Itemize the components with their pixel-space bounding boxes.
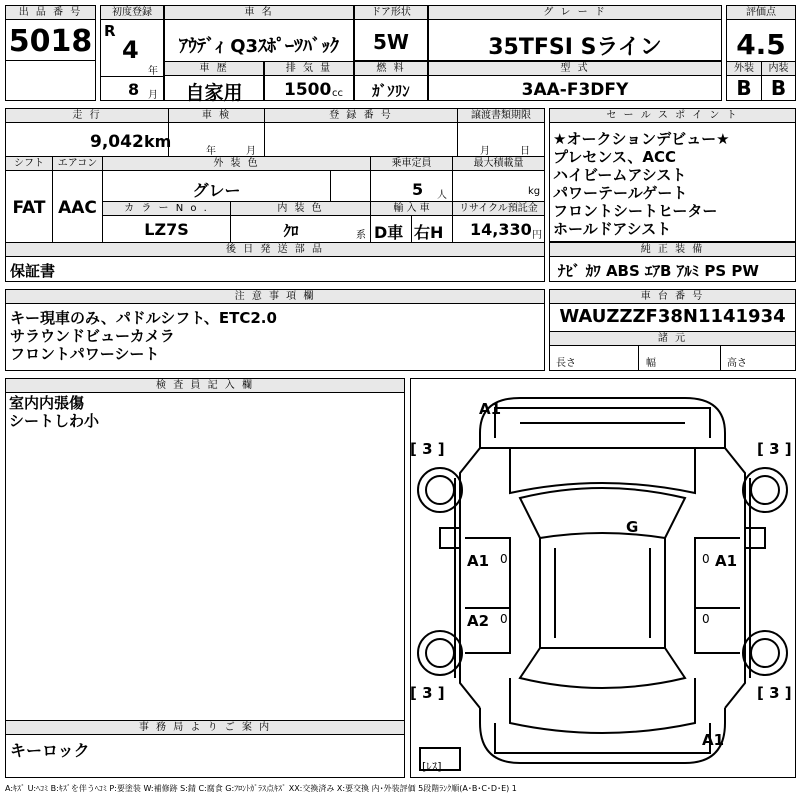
displacement-label: 排 気 量	[265, 62, 353, 76]
inspector-box	[5, 378, 405, 778]
sales-point-item: プレセンス、ACC	[553, 148, 677, 166]
capacity-label: 乗車定員	[371, 157, 452, 171]
inspector-item: シートしわ小	[9, 412, 100, 430]
mark-bottom-right-tire: [ 3 ]	[757, 684, 792, 702]
sales-points-label: セ ー ル ス ポ イ ン ト	[550, 109, 795, 123]
interior-grade: B	[770, 76, 787, 100]
load-label: 最大積載量	[453, 157, 544, 171]
ac-label: エアコン	[53, 157, 102, 171]
equipment-label: 純 正 装 備	[550, 243, 795, 257]
note-item: フロントパワーシート	[10, 345, 160, 363]
displacement-unit: cc	[332, 88, 343, 99]
width-label: 幅	[646, 358, 656, 369]
interior-color-unit: 系	[356, 230, 366, 241]
note-item: サラウンドビューカメラ	[10, 327, 175, 345]
capacity: 5	[412, 180, 424, 199]
notes-label: 注 意 事 項 欄	[6, 290, 544, 304]
interior-color-label: 内 装 色	[231, 202, 370, 216]
transfer-day-unit: 日	[520, 146, 530, 157]
month-unit: 月	[148, 90, 158, 101]
mark-bottom-left-tire: [ 3 ]	[410, 684, 445, 702]
grade-label: グ レ ー ド	[429, 6, 721, 20]
sales-point-item: ★オークションデビュー★	[553, 130, 730, 148]
era: R	[104, 22, 116, 40]
score-label: 評価点	[727, 6, 795, 20]
mileage-label: 走 行	[6, 109, 168, 123]
inspector-list	[9, 394, 99, 430]
car-name: ｱｳﾃﾞｨ Q3ｽﾎﾟｰﾂﾊﾞｯｸ	[178, 36, 340, 57]
mark-zero-4: 0	[702, 612, 710, 626]
chassis-label: 車 台 番 号	[550, 290, 795, 304]
mark-zero-1: 0	[500, 552, 508, 566]
history-label: 車 歴	[165, 62, 263, 76]
transfer-month-unit: 月	[480, 146, 490, 157]
length-label: 長さ	[556, 358, 576, 369]
fuel-label: 燃 料	[355, 62, 427, 76]
mark-zero-2: 0	[500, 612, 508, 626]
fuel: ｶﾞｿﾘﾝ	[372, 82, 410, 100]
model-code: 3AA-F3DFY	[521, 80, 629, 100]
year-unit: 年	[148, 66, 158, 77]
interior-color: ｸﾛ	[283, 222, 299, 240]
lot-number-label: 出 品 番 号	[6, 6, 95, 20]
mark-spare: [ﾚｽ]	[422, 760, 442, 773]
mileage-unit: km	[144, 132, 172, 151]
shift: FAT	[12, 198, 46, 218]
height-label: 高さ	[727, 358, 747, 369]
score: 4.5	[736, 28, 786, 61]
recycle-unit: 円	[532, 230, 542, 241]
first-registration-label: 初度登録	[101, 6, 163, 20]
mark-top-left-tire: [ 3 ]	[410, 440, 445, 458]
load-unit: kg	[528, 186, 541, 197]
inspector-label: 検 査 員 記 入 欄	[6, 379, 404, 393]
office-text: キーロック	[10, 741, 90, 760]
mark-top-right-tire: [ 3 ]	[757, 440, 792, 458]
office-label: 事 務 局 よ り ご 案 内	[6, 721, 404, 735]
transfer-label: 譲渡書類期限	[458, 109, 544, 123]
later-parts: 保証書	[10, 262, 56, 280]
sales-point-item: ホールドアシスト	[553, 220, 672, 238]
exterior-grade: B	[736, 76, 752, 100]
recycle-deposit: 14,330	[470, 220, 532, 239]
lot-number: 5018	[8, 24, 93, 59]
inspector-item: 室内内張傷	[9, 394, 85, 412]
legend: A:ｷｽﾞ U:ﾍｺﾐ B:ｷｽﾞを伴うﾍｺﾐ P:要塗装 W:補修跡 S:錆 C:腐食 G:ﾌﾛﾝﾄｶﾞﾗｽ点ｷｽﾞ XX:交換済み X:要交換 内･外装評価 5段階ﾗﾝｸ順(A･B･C･D･E) 1	[5, 784, 517, 793]
air-conditioner: AAC	[58, 198, 97, 218]
equipment-list: ﾅﾋﾞ ｶﾜ ABS ｴｱB ｱﾙﾐ PS PW	[558, 262, 759, 280]
sales-point-item: ハイビームアシスト	[553, 166, 687, 184]
sales-point-item: パワーテールゲート	[553, 184, 688, 202]
mark-right-front-door: A1	[715, 552, 738, 570]
notes-list	[10, 309, 277, 363]
door-label: ドア形状	[355, 6, 427, 20]
dimensions-label: 諸 元	[550, 331, 795, 346]
mark-zero-3: 0	[702, 552, 710, 566]
registration-month: 8	[128, 80, 140, 99]
grade: 35TFSI Sライン	[488, 35, 662, 60]
exterior-label: 外装	[727, 62, 761, 76]
import-type: D車	[374, 223, 404, 242]
later-parts-label: 後 日 発 送 部 品	[6, 243, 544, 257]
inspection-year-unit: 年	[206, 146, 216, 157]
mileage: 9,042	[90, 132, 144, 152]
car-diagram	[410, 378, 796, 778]
registration-year: 4	[122, 36, 139, 64]
mark-left-rear-door: A2	[467, 612, 490, 630]
import-label: 輸 入 車	[371, 202, 452, 216]
mark-front-a1: A1	[479, 400, 502, 418]
note-item: キー現車のみ、パドルシフト、ETC2.0	[10, 309, 277, 327]
capacity-unit: 人	[437, 190, 447, 201]
interior-label: 内装	[762, 62, 795, 76]
mark-rear-a1: A1	[702, 731, 725, 749]
exterior-color: グレー	[192, 181, 241, 200]
car-name-label: 車 名	[165, 6, 353, 20]
mark-left-front-door: A1	[467, 552, 490, 570]
history: 自家用	[185, 82, 243, 104]
plate-label: 登 録 番 号	[265, 109, 457, 123]
displacement: 1500	[284, 80, 332, 100]
chassis-number: WAUZZZF38N1141934	[559, 306, 786, 327]
mark-roof-g: G	[626, 518, 639, 536]
model-code-label: 型 式	[429, 62, 721, 76]
recycle-label: リサイクル預託金	[453, 202, 544, 216]
door-type: 5W	[373, 30, 409, 54]
sales-point-item: フロントシートヒーター	[553, 202, 718, 220]
inspection-month-unit: 月	[246, 146, 256, 157]
steering: 右H	[414, 223, 444, 242]
color-number: LZ7S	[144, 220, 189, 239]
inspection-label: 車 検	[169, 109, 264, 123]
shift-label: シフト	[6, 157, 52, 171]
sales-points-list	[553, 130, 730, 238]
color-number-label: カ ラ ー N o .	[103, 202, 230, 216]
exterior-color-label: 外 装 色	[103, 157, 370, 171]
